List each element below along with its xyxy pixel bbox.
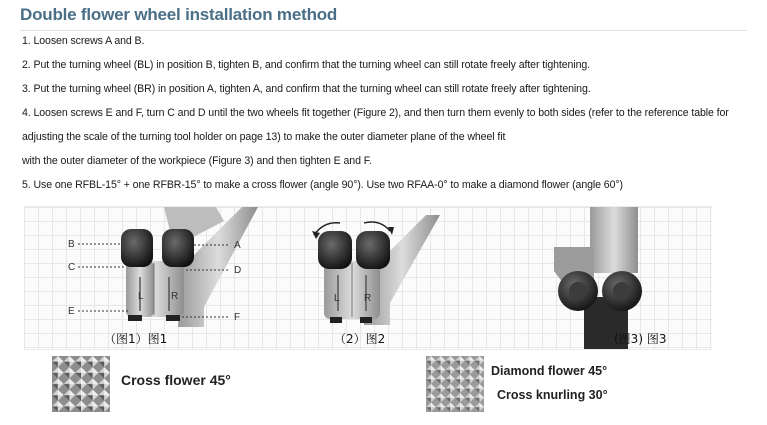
figure-3-diagram (534, 207, 684, 349)
step-4-continued-2: with the outer diameter of the workpiece (Figure 3) and then tighten E and F. (22, 155, 372, 167)
diamond-flower-pattern (426, 356, 484, 412)
wheel-r-label-fig2: R (364, 293, 372, 304)
cross-flower-label: Cross flower 45° (121, 372, 231, 388)
figure-2-caption: （2）图2 (334, 332, 386, 346)
figure-strip (24, 206, 712, 350)
cross-flower-pattern (52, 356, 110, 412)
step-5: 5. Use one RFBL-15° + one RFBR-15° to make a cross flower (angle 90°). Use two RFAA-0° to make a diamond flower (angle 60°) (22, 179, 623, 191)
step-3: 3. Put the turning wheel (BR) in position A, tighten A, and confirm that the turning wheel can still rotate freely after tightening. (22, 83, 591, 95)
cross-knurling-label: Cross knurling 30° (497, 388, 608, 402)
label-a: A (234, 240, 241, 251)
label-d: D (234, 265, 242, 276)
label-b: B (68, 239, 75, 250)
figure-1-diagram (54, 207, 264, 349)
label-c: C (68, 262, 76, 273)
step-4-continued: adjusting the scale of the turning tool holder on page 13) to make the outer diameter plane of the wheel fit (22, 131, 506, 143)
wheel-l-label: L (138, 291, 144, 302)
label-e: E (68, 306, 75, 317)
diamond-flower-label: Diamond flower 45° (491, 364, 608, 378)
figure-2-diagram (294, 207, 444, 349)
step-1: 1. Loosen screws A and B. (22, 35, 145, 47)
wheel-r-label: R (171, 291, 179, 302)
figure-1-caption: （图1）图1 (104, 332, 168, 346)
wheel-l-label-fig2: L (334, 293, 340, 304)
page-title: Double flower wheel installation method (20, 5, 338, 24)
label-f: F (234, 312, 241, 323)
step-2: 2. Put the turning wheel (BL) in position B, tighten B, and confirm that the turning wheel can still rotate freely after tightening. (22, 59, 591, 71)
figure-3-caption: (图3) 图3 (614, 332, 667, 346)
step-4: 4. Loosen screws E and F, turn C and D until the two wheels fit together (Figure 2), and then turn them evenly to both sides (refer to the reference table for (22, 107, 729, 119)
title-divider (20, 30, 747, 31)
